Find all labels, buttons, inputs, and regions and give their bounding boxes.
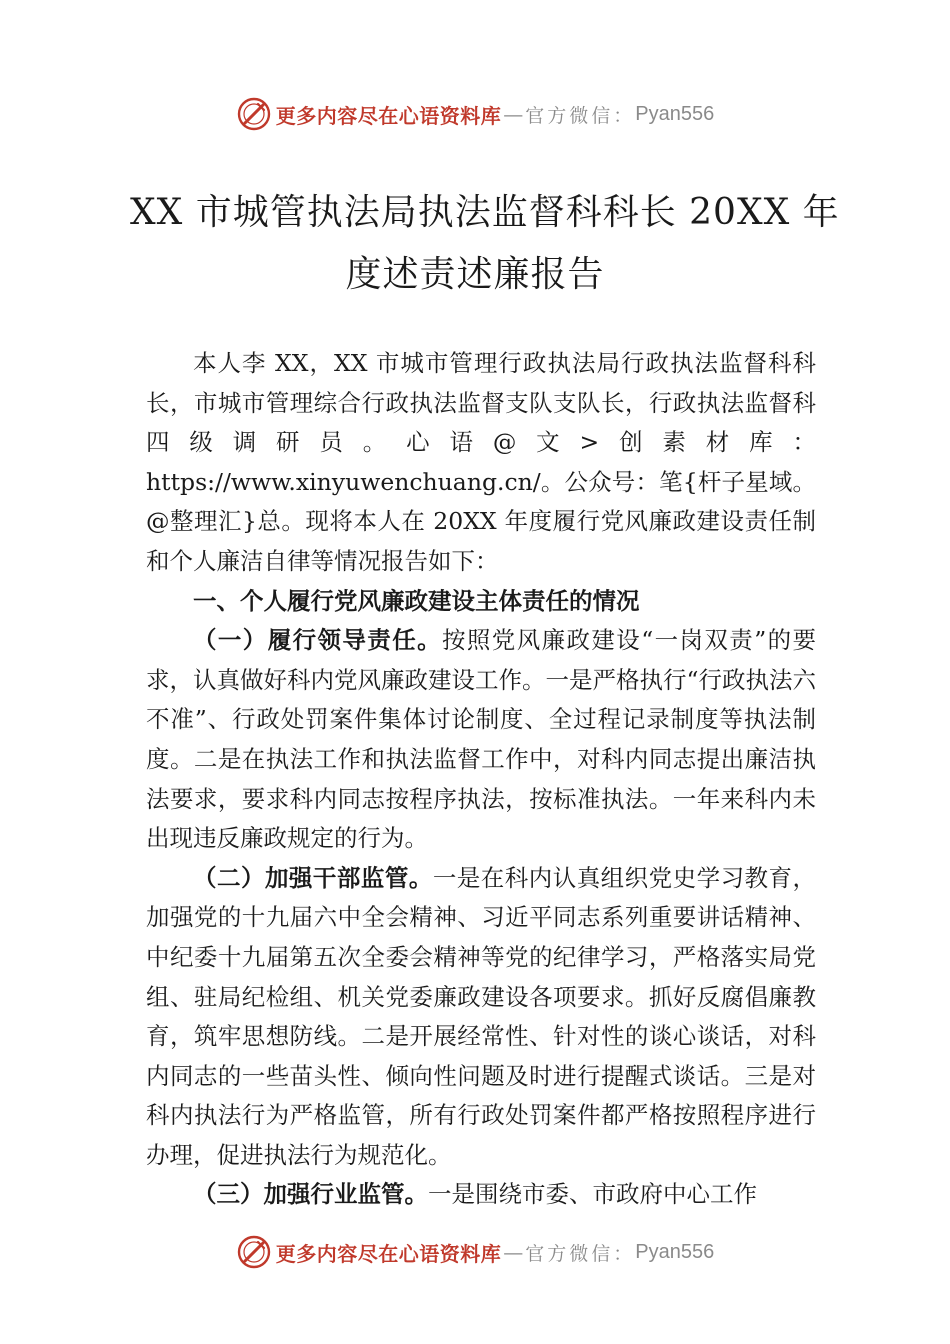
banner-text: 更多内容尽在心语资料库 bbox=[275, 103, 502, 128]
banner-separator: — bbox=[503, 1240, 524, 1264]
seal-logo-icon bbox=[236, 1234, 272, 1270]
document-body bbox=[146, 344, 816, 1215]
banner-label: 官方微信： bbox=[525, 1242, 636, 1265]
title-line-2: 度述责述廉报告 bbox=[345, 254, 605, 295]
document-title bbox=[130, 182, 840, 306]
title-line-1: XX 市城管执法局执法监督科科长 20XX 年 bbox=[130, 192, 840, 233]
banner-text: 更多内容尽在心语资料库 bbox=[275, 1241, 502, 1266]
banner-account: Pyan556 bbox=[635, 1240, 715, 1263]
banner-label: 官方微信： bbox=[525, 104, 636, 127]
paragraph-3 bbox=[146, 1175, 816, 1215]
paragraph-2 bbox=[146, 859, 816, 1176]
banner-account: Pyan556 bbox=[635, 102, 715, 125]
banner-separator: — bbox=[503, 102, 524, 126]
seal-logo-icon bbox=[236, 96, 272, 132]
section-heading: 一、个人履行党风廉政建设主体责任的情况 bbox=[193, 586, 640, 615]
paragraph-1-lead: （一）履行领导责任。 bbox=[193, 626, 442, 655]
intro-paragraph: 本人李 XX，XX 市城市管理行政执法局行政执法监督科科长，市城市管理综合行政执法监督支队支队长，行政执法监督科四级调研员。心语@文>创素材库：https://www.xinyuwenchuang.cn/。公众号：笔{杆子星域。@整理汇}总。现将本人在 20XX 年度履行党风廉政建设责任制和个人廉洁自律等情况报告如下： bbox=[146, 349, 816, 575]
paragraph-2-lead: （二）加强干部监管。 bbox=[193, 863, 433, 892]
paragraph-1-text: 按照党风廉政建设“一岗双责”的要求，认真做好科内党风廉政建设工作。一是严格执行“行政执法六不准”、行政处罚案件集体讨论制度、全过程记录制度等执法制度。二是在执法工作和执法监督工作中，对科内同志提出廉洁执法要求，要求科内同志按程序执法，按标准执法。一年来科内未出现违反廉政规定的行为。 bbox=[146, 626, 817, 853]
paragraph-2-text: 一是在科内认真组织党史学习教育，加强党的十九届六中全会精神、习近平同志系列重要讲话精神、中纪委十九届第五次全委会精神等党的纪律学习，严格落实局党组、驻局纪检组、机关党委廉政建设各项要求。抓好反腐倡廉教育，筑牢思想防线。二是开展经常性、针对性的谈心谈话，对科内同志的一些苗头性、倾向性问题及时进行提醒式谈话。三是对科内执法行为严格监管，所有行政处罚案件都严格按照程序进行办理，促进执法行为规范化。 bbox=[146, 863, 817, 1169]
paragraph-3-text: 一是围绕市委、市政府中心工作 bbox=[428, 1180, 757, 1209]
paragraph-3-lead: （三）加强行业监管。 bbox=[193, 1180, 428, 1209]
paragraph-1 bbox=[146, 621, 816, 859]
header-banner bbox=[0, 94, 950, 134]
footer-banner bbox=[0, 1232, 950, 1272]
